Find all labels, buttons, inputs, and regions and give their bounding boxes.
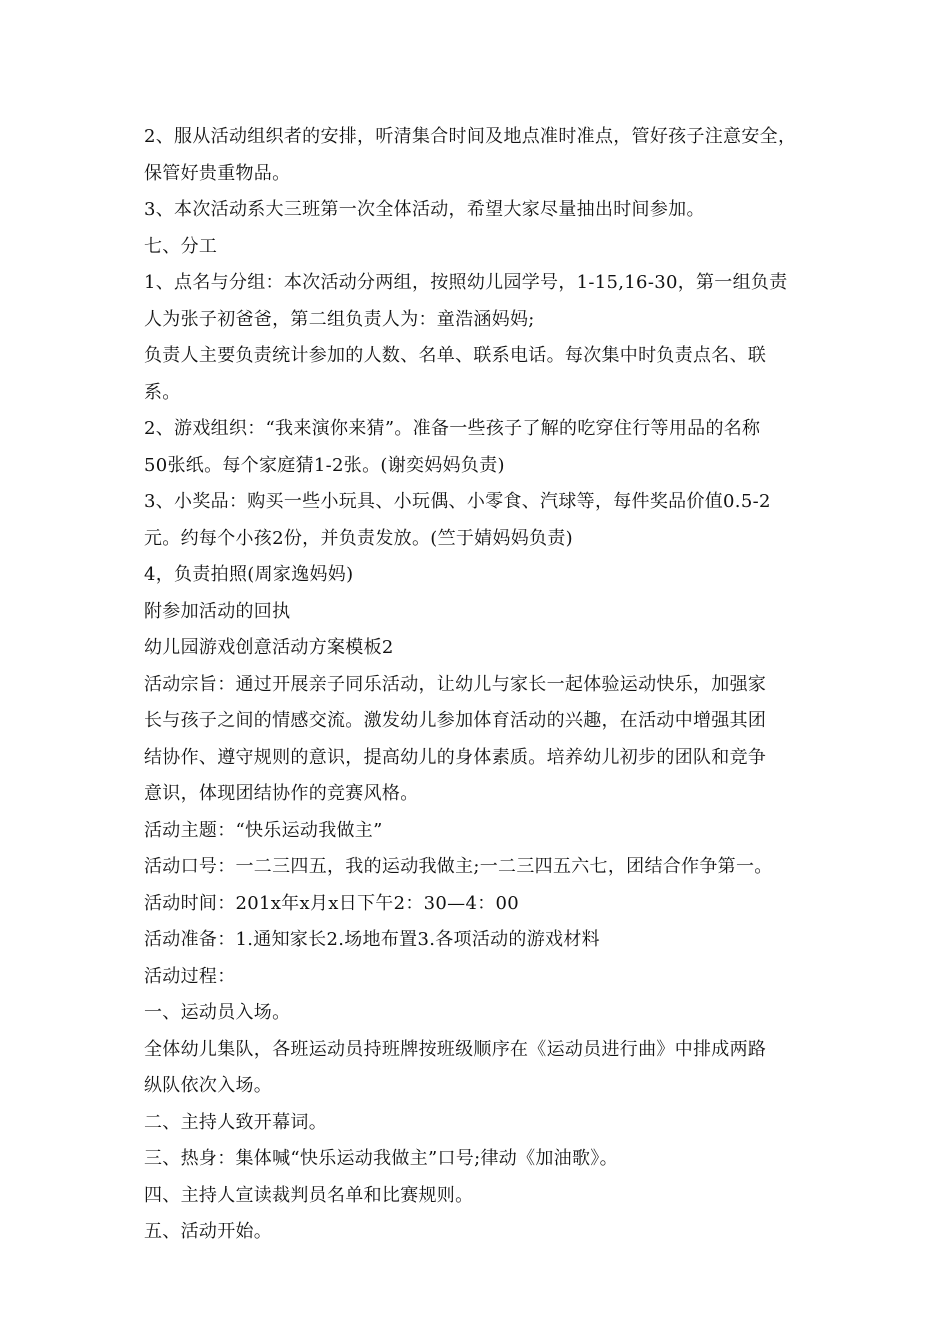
section-heading: 四、主持人宣读裁判员名单和比赛规则。 bbox=[144, 1184, 474, 1206]
text-line: 3、小奖品：购买一些小玩具、小玩偶、小零食、汽球等，每件奖品价值0.5-2 bbox=[144, 491, 771, 512]
document-body bbox=[144, 119, 824, 1251]
text-line: 人为张子初爸爸，第二组负责人为：童浩涵妈妈; bbox=[144, 308, 535, 330]
section-heading: 五、活动开始。 bbox=[144, 1221, 273, 1242]
text-line: 意识，体现团结协作的竞赛风格。 bbox=[144, 783, 419, 804]
text-line: 活动主题：“快乐运动我做主” bbox=[144, 819, 383, 841]
text-line: 附参加活动的回执 bbox=[144, 600, 291, 622]
text-line: 长与孩子之间的情感交流。激发幼儿参加体育活动的兴趣，在活动中增强其团 bbox=[144, 710, 767, 731]
text-line: 全体幼儿集队，各班运动员持班牌按班级顺序在《运动员进行曲》中排成两路 bbox=[144, 1038, 767, 1060]
text-line: 2、服从活动组织者的安排，听清集合时间及地点准时准点，管好孩子注意安全， bbox=[144, 126, 797, 147]
section-heading: 一、运动员入场。 bbox=[144, 1002, 291, 1023]
text-line: 活动准备：1.通知家长2.场地布置3.各项活动的游戏材料 bbox=[144, 929, 600, 950]
section-heading: 二、主持人致开幕词。 bbox=[144, 1111, 327, 1133]
text-line: 保管好贵重物品。 bbox=[144, 162, 291, 184]
text-line: 2、游戏组织：“我来演你来猜”。准备一些孩子了解的吃穿住行等用品的名称 bbox=[144, 418, 761, 439]
text-line: 50张纸。每个家庭猜1-2张。(谢奕妈妈负责) bbox=[144, 454, 505, 476]
section-heading: 三、热身：集体喊“快乐运动我做主”口号;律动《加油歌》。 bbox=[144, 1148, 618, 1169]
text-line: 活动宗旨：通过开展亲子同乐活动，让幼儿与家长一起体验运动快乐，加强家 bbox=[144, 673, 767, 695]
text-line: 活动口号：一二三四五，我的运动我做主;一二三四五六七，团结合作争第一。 bbox=[144, 856, 773, 877]
text-line: 纵队依次入场。 bbox=[144, 1075, 273, 1096]
text-line: 活动时间：201x年x月x日下午2：30—4：00 bbox=[144, 892, 520, 914]
section-heading: 七、分工 bbox=[144, 235, 218, 257]
document-title: 幼儿园游戏创意活动方案模板2 bbox=[144, 637, 394, 658]
text-line: 负责人主要负责统计参加的人数、名单、联系电话。每次集中时负责点名、联 bbox=[144, 345, 767, 366]
text-line: 系。 bbox=[144, 381, 181, 403]
text-line: 4，负责拍照(周家逸妈妈) bbox=[144, 564, 354, 585]
text-line: 1、点名与分组：本次活动分两组，按照幼儿园学号，1-15,16-30，第一组负责 bbox=[144, 272, 788, 293]
text-line: 元。约每个小孩2份，并负责发放。(竺于婧妈妈负责) bbox=[144, 527, 573, 549]
text-line: 3、本次活动系大三班第一次全体活动，希望大家尽量抽出时间参加。 bbox=[144, 199, 705, 220]
text-line: 结协作、遵守规则的意识，提高幼儿的身体素质。培养幼儿初步的团队和竞争 bbox=[144, 746, 767, 768]
text-line: 活动过程： bbox=[144, 965, 236, 987]
